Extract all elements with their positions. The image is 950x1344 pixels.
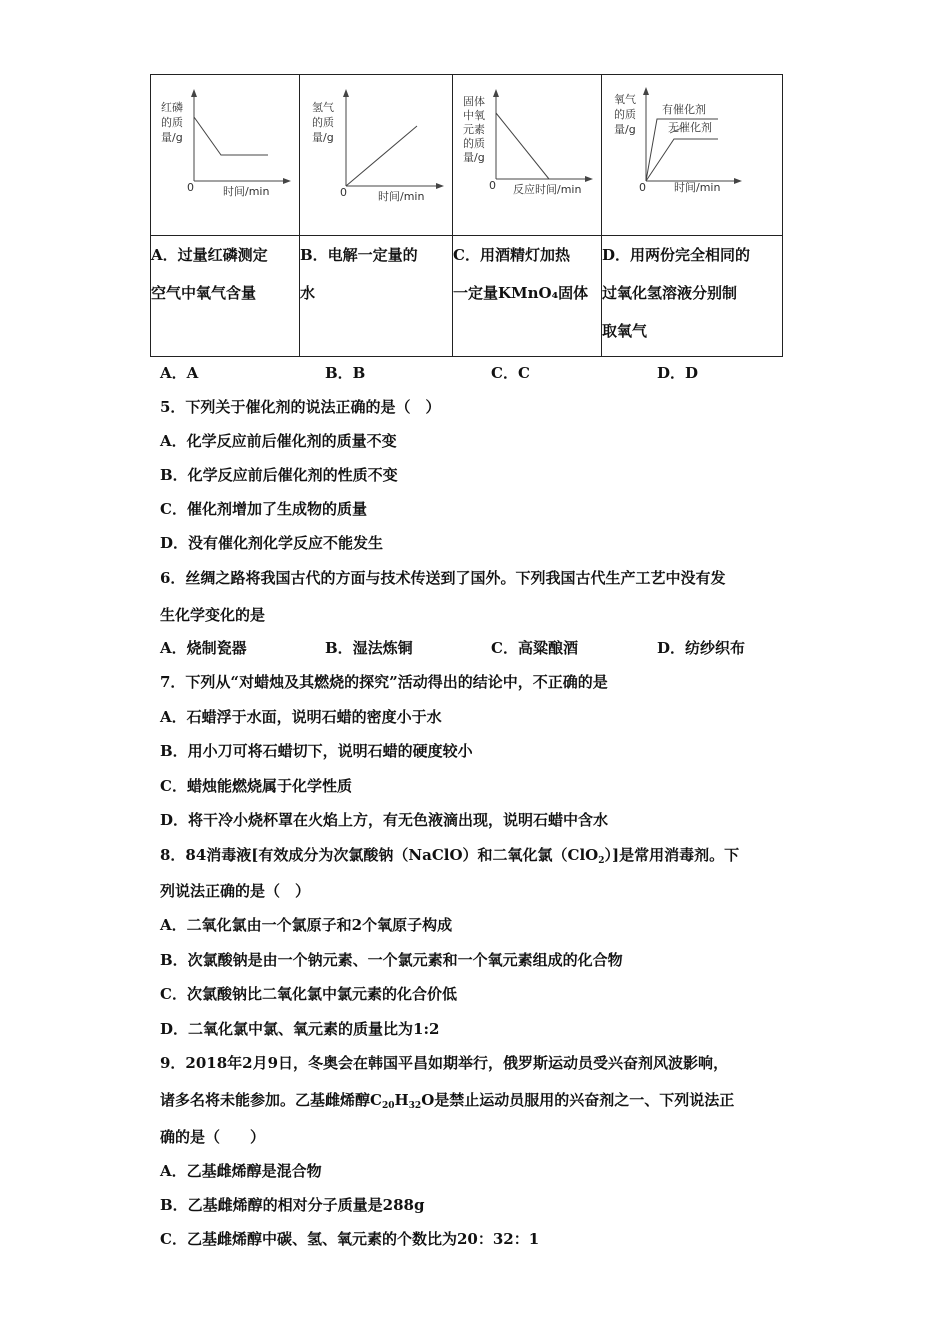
- q6-stem-line-2: 生化学变化的是: [160, 606, 266, 624]
- q5-option-c: C．催化剂增加了生成物的质量: [160, 500, 367, 518]
- q4-option-c: C．C: [491, 364, 530, 382]
- q9-stem-subscript-h: 32: [408, 1101, 422, 1111]
- graph-c-ylabel-1: 固体: [463, 95, 485, 108]
- q8-stem-line-1: [160, 844, 739, 865]
- graph-c-ylabel-2: 中氧: [463, 109, 485, 122]
- graph-a-ylabel-3: 量/g: [161, 131, 183, 144]
- graph-c-ylabel-3: 元素: [463, 123, 485, 136]
- graph-d-origin: 0: [639, 181, 646, 194]
- q5-stem: 5．下列关于催化剂的说法正确的是（ ）: [160, 398, 441, 416]
- caption-c: [453, 236, 602, 357]
- q7-option-a: A．石蜡浮于水面，说明石蜡的密度小于水: [160, 708, 442, 726]
- graph-d-ylabel-2: 的质: [614, 108, 636, 121]
- caption-c-line-2: 一定量KMnO₄固体: [453, 284, 589, 302]
- graph-b-ylabel-3: 量/g: [312, 131, 334, 144]
- q8-stem-part-1: 8．84消毒液[有效成分为次氯酸钠（NaClO）和二氧化氯（ClO: [160, 846, 599, 864]
- q7-option-b: B．用小刀可将石蜡切下，说明石蜡的硬度较小: [160, 742, 473, 760]
- graph-a-ylabel-1: 红磷: [161, 101, 183, 114]
- graph-d-xlabel: 时间/min: [674, 181, 721, 194]
- graph-c-origin: 0: [489, 179, 496, 192]
- graph-c-ylabel-5: 量/g: [463, 151, 485, 164]
- graph-c-xlabel: 反应时间/min: [513, 183, 582, 196]
- q6-option-a: A．烧制瓷器: [160, 639, 247, 657]
- graph-a-xlabel: 时间/min: [223, 185, 270, 198]
- q9-stem-part-2: H: [394, 1091, 409, 1109]
- caption-b-line-1: B．电解一定量的: [300, 246, 418, 264]
- graph-d-label-catalyst: 有催化剂: [662, 103, 706, 116]
- graph-c-curve: [496, 113, 549, 179]
- q5-option-d: D．没有催化剂化学反应不能发生: [160, 534, 384, 552]
- caption-b: [300, 236, 453, 357]
- q8-option-d: D．二氧化氯中氯、氧元素的质量比为1:2: [160, 1020, 440, 1038]
- q6-stem-line-1: 6．丝绸之路将我国古代的方面与技术传送到了国外。下列我国古代生产工艺中没有发: [160, 569, 726, 587]
- graph-d-curve-no-catalyst: [646, 139, 718, 181]
- q8-stem-subscript: 2: [598, 856, 605, 866]
- q9-stem-line-1: 9．2018年2月9日，冬奥会在韩国平昌如期举行，俄罗斯运动员受兴奋剂风波影响，: [160, 1054, 729, 1072]
- graph-a-origin: 0: [187, 181, 194, 194]
- q5-option-a: A．化学反应前后催化剂的质量不变: [160, 432, 397, 450]
- q9-stem-part-3: O是禁止运动员服用的兴奋剂之一、下列说法正: [421, 1091, 735, 1109]
- q8-stem-part-2: ）]是常用消毒剂。下: [604, 846, 740, 864]
- q6-option-d: D．纺纱织布: [657, 639, 746, 657]
- q9-option-a: A．乙基雌烯醇是混合物: [160, 1162, 322, 1180]
- graph-c-cell: [453, 75, 602, 236]
- caption-a-line-2: 空气中氧气含量: [151, 284, 257, 302]
- q5-option-b: B．化学反应前后催化剂的性质不变: [160, 466, 398, 484]
- graph-b-xlabel: 时间/min: [378, 190, 425, 203]
- graph-b-origin: 0: [340, 186, 347, 199]
- q9-option-c: C．乙基雌烯醇中碳、氢、氧元素的个数比为20：32：1: [160, 1230, 540, 1248]
- caption-d-line-3: 取氧气: [602, 322, 648, 340]
- q7-stem: 7．下列从“对蜡烛及其燃烧的探究”活动得出的结论中，不正确的是: [160, 673, 608, 691]
- q9-stem-line-3: 确的是（ ）: [160, 1128, 266, 1146]
- caption-a-line-1: A．过量红磷测定: [151, 246, 268, 264]
- q8-option-c: C．次氯酸钠比二氧化氯中氯元素的化合价低: [160, 985, 457, 1003]
- q7-option-d: D．将干冷小烧杯罩在火焰上方，有无色液滴出现，说明石蜡中含水: [160, 811, 609, 829]
- q8-option-a: A．二氧化氯由一个氯原子和2个氧原子构成: [160, 916, 453, 934]
- q6-option-c: C．高粱酿酒: [491, 639, 578, 657]
- graph-b-cell: [300, 75, 453, 236]
- graph-a: [151, 75, 300, 235]
- q9-stem-line-2: [160, 1089, 734, 1110]
- graph-b-curve: [346, 126, 417, 186]
- graph-d-label-no-catalyst: 无催化剂: [668, 121, 712, 134]
- caption-c-line-1: C．用酒精灯加热: [453, 246, 570, 264]
- q4-graph-table: [150, 74, 783, 357]
- q4-option-b: B．B: [325, 364, 366, 382]
- q9-stem-subscript-c: 20: [381, 1101, 395, 1111]
- graph-d-ylabel-3: 量/g: [614, 123, 636, 136]
- q9-stem-part-1: 诸多名将未能参加。乙基雌烯醇C: [160, 1091, 382, 1109]
- graph-d-cell: [602, 75, 783, 236]
- graph-c: [453, 75, 602, 235]
- graph-a-ylabel-2: 的质: [161, 116, 183, 129]
- q8-stem-line-2: 列说法正确的是（ ）: [160, 882, 311, 900]
- caption-d: [602, 236, 783, 357]
- graph-c-ylabel-4: 的质: [463, 137, 485, 150]
- q7-option-c: C．蜡烛能燃烧属于化学性质: [160, 777, 352, 795]
- graph-a-cell: [151, 75, 300, 236]
- caption-d-line-1: D．用两份完全相同的: [602, 246, 751, 264]
- q4-option-d: D．D: [657, 364, 699, 382]
- graph-a-curve: [194, 117, 268, 155]
- graph-b-ylabel-1: 氢气: [312, 101, 334, 114]
- graph-b-ylabel-2: 的质: [312, 116, 334, 129]
- q9-option-b: B．乙基雌烯醇的相对分子质量是288g: [160, 1196, 425, 1214]
- graph-b: [300, 75, 453, 235]
- caption-d-line-2: 过氧化氢溶液分别制: [602, 284, 738, 302]
- caption-b-line-2: 水: [300, 284, 316, 302]
- q6-option-b: B．湿法炼铜: [325, 639, 413, 657]
- q8-option-b: B．次氯酸钠是由一个钠元素、一个氯元素和一个氧元素组成的化合物: [160, 951, 623, 969]
- q4-option-a: A．A: [160, 364, 199, 382]
- caption-a: [151, 236, 300, 357]
- graph-d-ylabel-1: 氧气: [614, 93, 636, 106]
- graph-d: [602, 75, 783, 235]
